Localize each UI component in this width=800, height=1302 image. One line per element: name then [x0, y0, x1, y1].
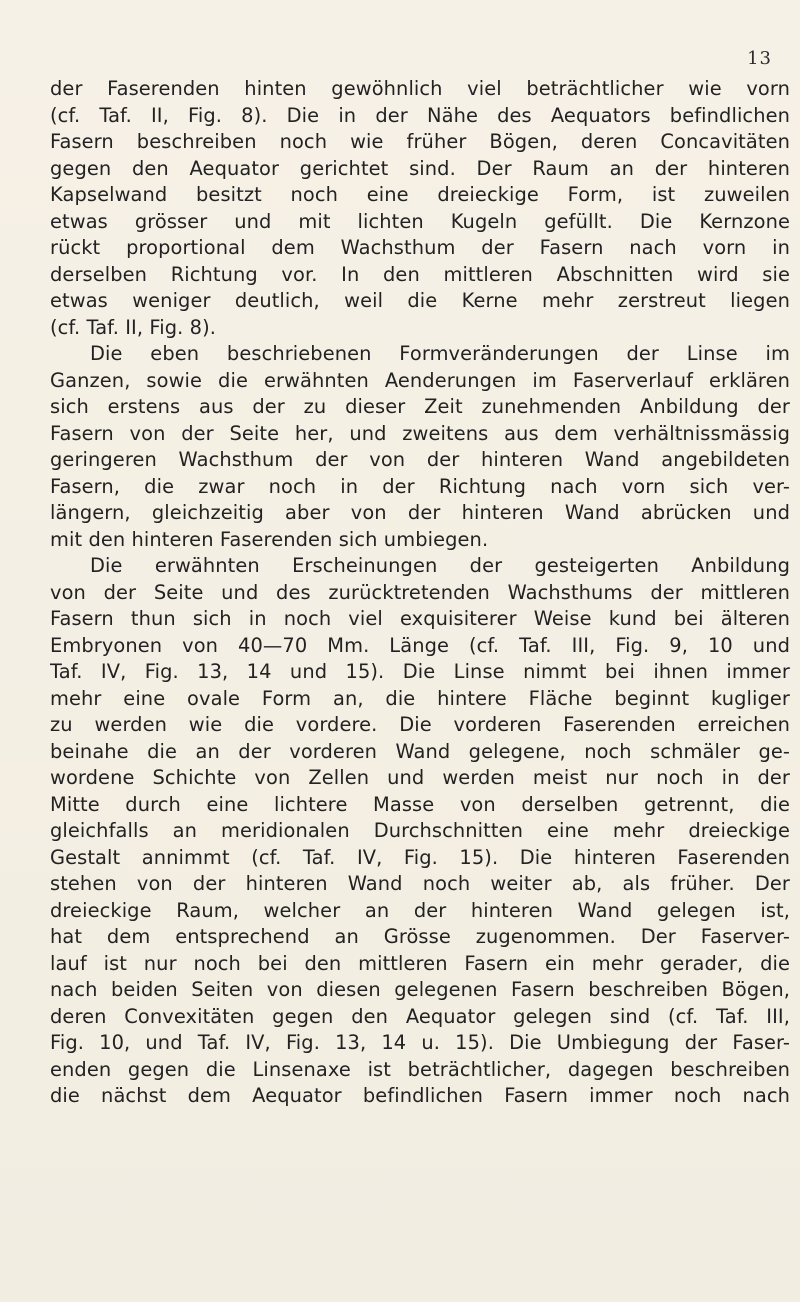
text-line: Die erwähnten Erscheinungen der gesteigerten Anbildung — [90, 554, 790, 577]
text-line: derselben Richtung vor. In den mittleren Abschnitten wird sie — [50, 262, 790, 286]
text-line: gleichfalls an meridionalen Durchschnitten eine mehr dreieckige — [50, 819, 790, 842]
text-line: Die eben beschriebenen Formveränderungen der Linse im — [90, 342, 790, 365]
text-line: geringeren Wachsthum der von der hinteren Wand angebildeten — [50, 448, 790, 471]
text-line: mehr eine ovale Form an, die hintere Fläche beginnt kugliger — [50, 686, 790, 710]
text-line: Embryonen von 40—70 Mm. Länge (cf. Taf. III, Fig. 9, 10 und — [50, 633, 790, 657]
text-line: Mitte durch eine lichtere Masse von derselben getrennt, die — [50, 792, 790, 816]
text-line: wordene Schichte von Zellen und werden meist nur noch in der — [50, 766, 790, 789]
body-text — [50, 76, 790, 1110]
text-line: längern, gleichzeitig aber von der hinteren Wand abrücken und — [50, 501, 790, 524]
text-line: Kapselwand besitzt noch eine dreieckige Form, ist zuweilen — [50, 183, 790, 206]
text-line: lauf ist nur noch bei den mittleren Fasern ein mehr gerader, die — [50, 951, 790, 975]
text-line: Fasern von der Seite her, und zweitens aus dem verhältnissmässig — [50, 421, 790, 445]
text-line: Fasern beschreiben noch wie früher Bögen, deren Concavitäten — [50, 130, 790, 153]
text-line: Gestalt annimmt (cf. Taf. IV, Fig. 15). Die hinteren Faserenden — [50, 845, 790, 869]
text-line: Fig. 10, und Taf. IV, Fig. 13, 14 u. 15). Die Umbiegung der Faser- — [50, 1031, 790, 1054]
text-line: hat dem entsprechend an Grösse zugenommen. Der Faserver- — [50, 925, 790, 948]
text-line: (cf. Taf. II, Fig. 8). Die in der Nähe des Aequators befindlichen — [50, 103, 790, 127]
text-line: enden gegen die Linsenaxe ist beträchtlicher, dagegen beschreiben — [50, 1057, 790, 1081]
text-line: dreieckige Raum, welcher an der hinteren Wand gelegen ist, — [50, 898, 790, 922]
text-line: (cf. Taf. II, Fig. 8). — [50, 315, 217, 339]
text-line: Fasern, die zwar noch in der Richtung nach vorn sich ver- — [50, 474, 790, 498]
text-line: Ganzen, sowie die erwähnten Aenderungen im Faserverlauf erklären — [50, 368, 790, 392]
text-line: etwas grösser und mit lichten Kugeln gefüllt. Die Kernzone — [50, 209, 790, 233]
text-line: die nächst dem Aequator befindlichen Fasern immer noch nach — [50, 1084, 790, 1107]
text-line: zu werden wie die vordere. Die vorderen Faserenden erreichen — [50, 713, 790, 736]
page-number: 13 — [747, 48, 772, 69]
text-line: etwas weniger deutlich, weil die Kerne mehr zerstreut liegen — [50, 289, 790, 312]
text-line: gegen den Aequator gerichtet sind. Der Raum an der hinteren — [50, 156, 790, 180]
text-line: von der Seite und des zurücktretenden Wachsthums der mittleren — [50, 580, 790, 604]
text-line: beinahe die an der vorderen Wand gelegene, noch schmäler ge- — [50, 739, 790, 763]
text-line: der Faserenden hinten gewöhnlich viel beträchtlicher wie vorn — [50, 77, 790, 100]
text-line: sich erstens aus der zu dieser Zeit zunehmenden Anbildung der — [50, 395, 790, 418]
text-line: Taf. IV, Fig. 13, 14 und 15). Die Linse nimmt bei ihnen immer — [50, 660, 790, 683]
text-line: stehen von der hinteren Wand noch weiter ab, als früher. Der — [50, 872, 790, 895]
text-line: Fasern thun sich in noch viel exquisiterer Weise kund bei älteren — [50, 607, 790, 630]
text-line: mit den hinteren Faserenden sich umbiegen. — [50, 527, 489, 551]
text-line: deren Convexitäten gegen den Aequator gelegen sind (cf. Taf. III, — [50, 1004, 790, 1028]
text-line: nach beiden Seiten von diesen gelegenen Fasern beschreiben Bögen, — [50, 978, 790, 1001]
text-line: rückt proportional dem Wachsthum der Fasern nach vorn in — [50, 236, 790, 259]
